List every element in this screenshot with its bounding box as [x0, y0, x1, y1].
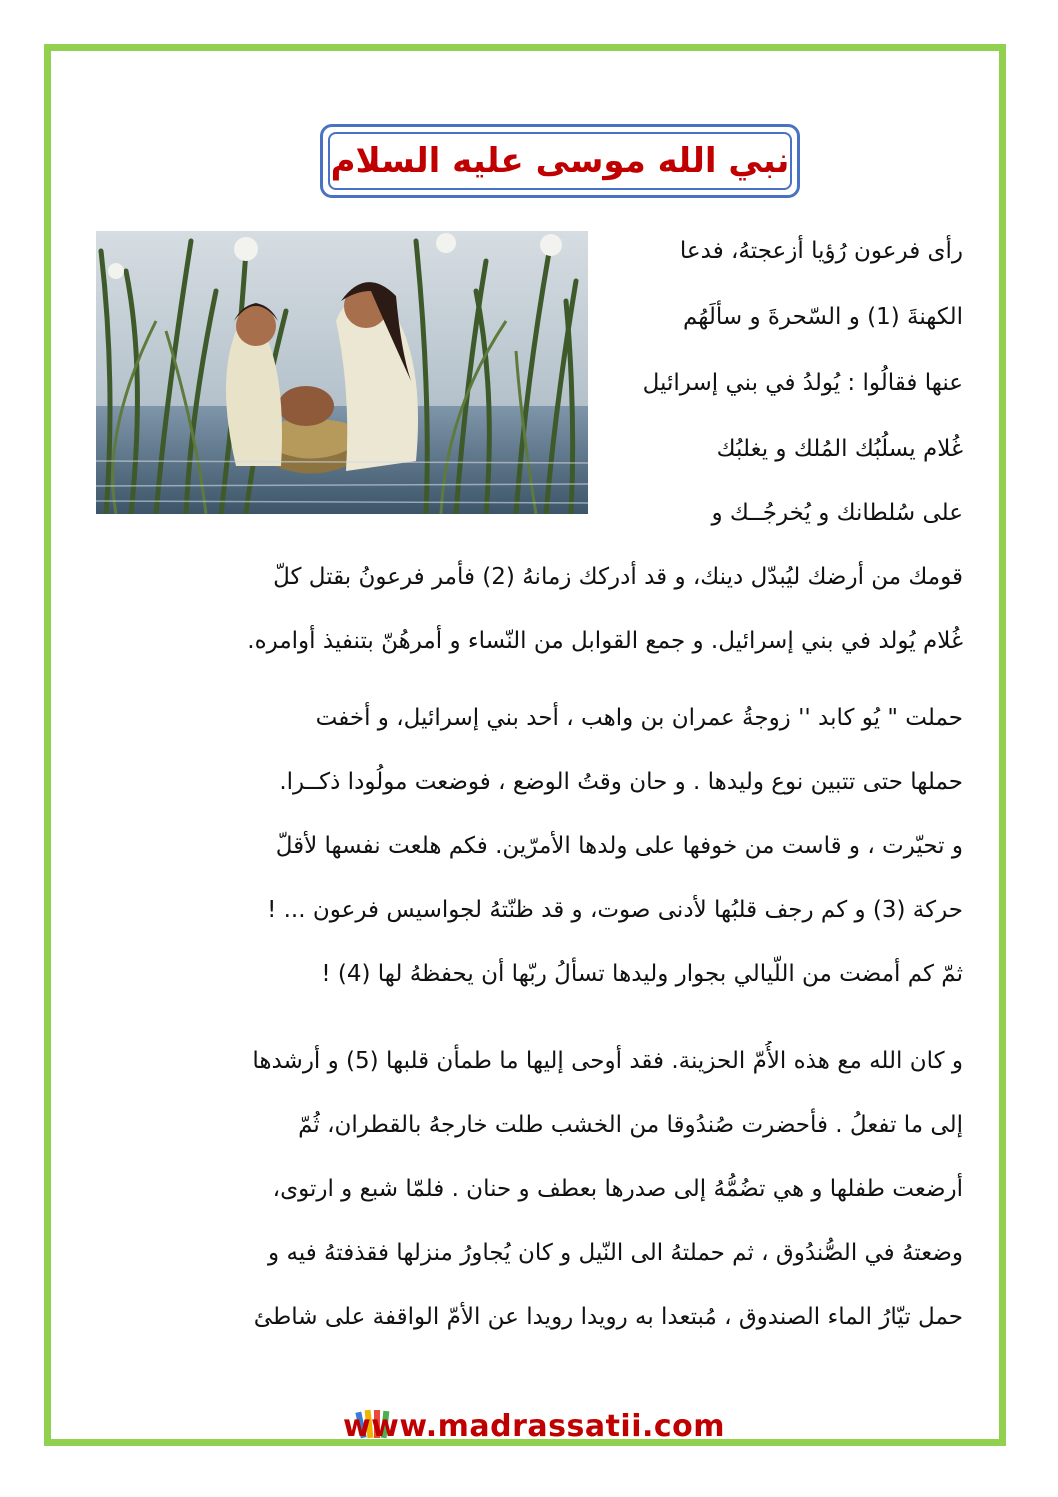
- text-line: إلى ما تفعلُ . فأحضرت صُندُوقا من الخشب طلت خارجهُ بالقطران، ثُمّ: [298, 1112, 963, 1138]
- text-line: ثمّ كم أمضت من اللّيالي بجوار وليدها تسألُ ربّها أن يحفظهُ لها (4) !: [321, 961, 963, 987]
- text-line: عنها فقالُوا : يُولدُ في بني إسرائيل: [642, 370, 963, 396]
- text-line: حملها حتى تتبين نوع وليدها . و حان وقتُ الوضع ، فوضعت مولُودا ذكــرا.: [279, 769, 963, 795]
- illustration: [96, 231, 588, 514]
- section3: [96, 1041, 963, 1361]
- text-line: أرضعت طفلها و هي تضُمُّهُ إلى صدرها بعطف و حنان . فلمّا شبع و ارتوى،: [272, 1176, 963, 1202]
- text-line: رأى فرعون رُؤيا أزعجتهُ، فدعا: [679, 238, 963, 264]
- section2: [96, 698, 963, 1008]
- illustration-icon: [96, 231, 588, 514]
- text-line: و تحيّرت ، و قاست من خوفها على ولدها الأمرّين. فكم هلعت نفسها لأقلّ: [275, 833, 963, 859]
- website-link[interactable]: www.madrassatii.com: [342, 1408, 726, 1444]
- section1-wrap: [598, 231, 963, 531]
- text-line: قومك من أرضك ليُبدّل دينك، و قد أدركك زمانهُ (2) فأمر فرعونُ بقتل كلّ: [273, 564, 963, 590]
- text-line: غُلام يُولد في بني إسرائيل. و جمع القوابل من النّساء و أمرهُنّ بتنفيذ أوامره.: [247, 628, 963, 654]
- text-line: وضعتهُ في الصُّندُوق ، ثم حملتهُ الى النّيل و كان يُجاورُ منزلها فقذفتهُ فيه و: [268, 1240, 963, 1266]
- page-title: نبي الله موسى عليه السلام: [330, 141, 790, 181]
- footer: [342, 1404, 726, 1448]
- section1-full: [96, 557, 963, 667]
- title-box-inner: [328, 132, 792, 190]
- text-line: حركة (3) و كم رجف قلبُها لأدنى صوت، و قد ظنّتهُ لجواسيس فرعون ... !: [267, 897, 963, 923]
- text-line: حمل تيّارُ الماء الصندوق ، مُبتعدا به رويدا رويدا عن الأمّ الواقفة على شاطئ: [253, 1304, 963, 1330]
- text-line: حملت " يُو كابد '' زوجةُ عمران بن واهب ، أحد بني إسرائيل، و أخفت: [315, 705, 963, 731]
- title-box: [320, 124, 800, 198]
- text-line: غُلام يسلُبُك المُلك و يغلبُك: [716, 436, 963, 462]
- text-line: الكهنةَ (1) و السّحرةَ و سألَهُم: [682, 304, 963, 330]
- text-line: على سُلطانك و يُخرجُــك و: [711, 500, 963, 526]
- text-line: و كان الله مع هذه الأُمّ الحزينة. فقد أوحى إليها ما طمأن قلبها (5) و أرشدها: [252, 1048, 963, 1074]
